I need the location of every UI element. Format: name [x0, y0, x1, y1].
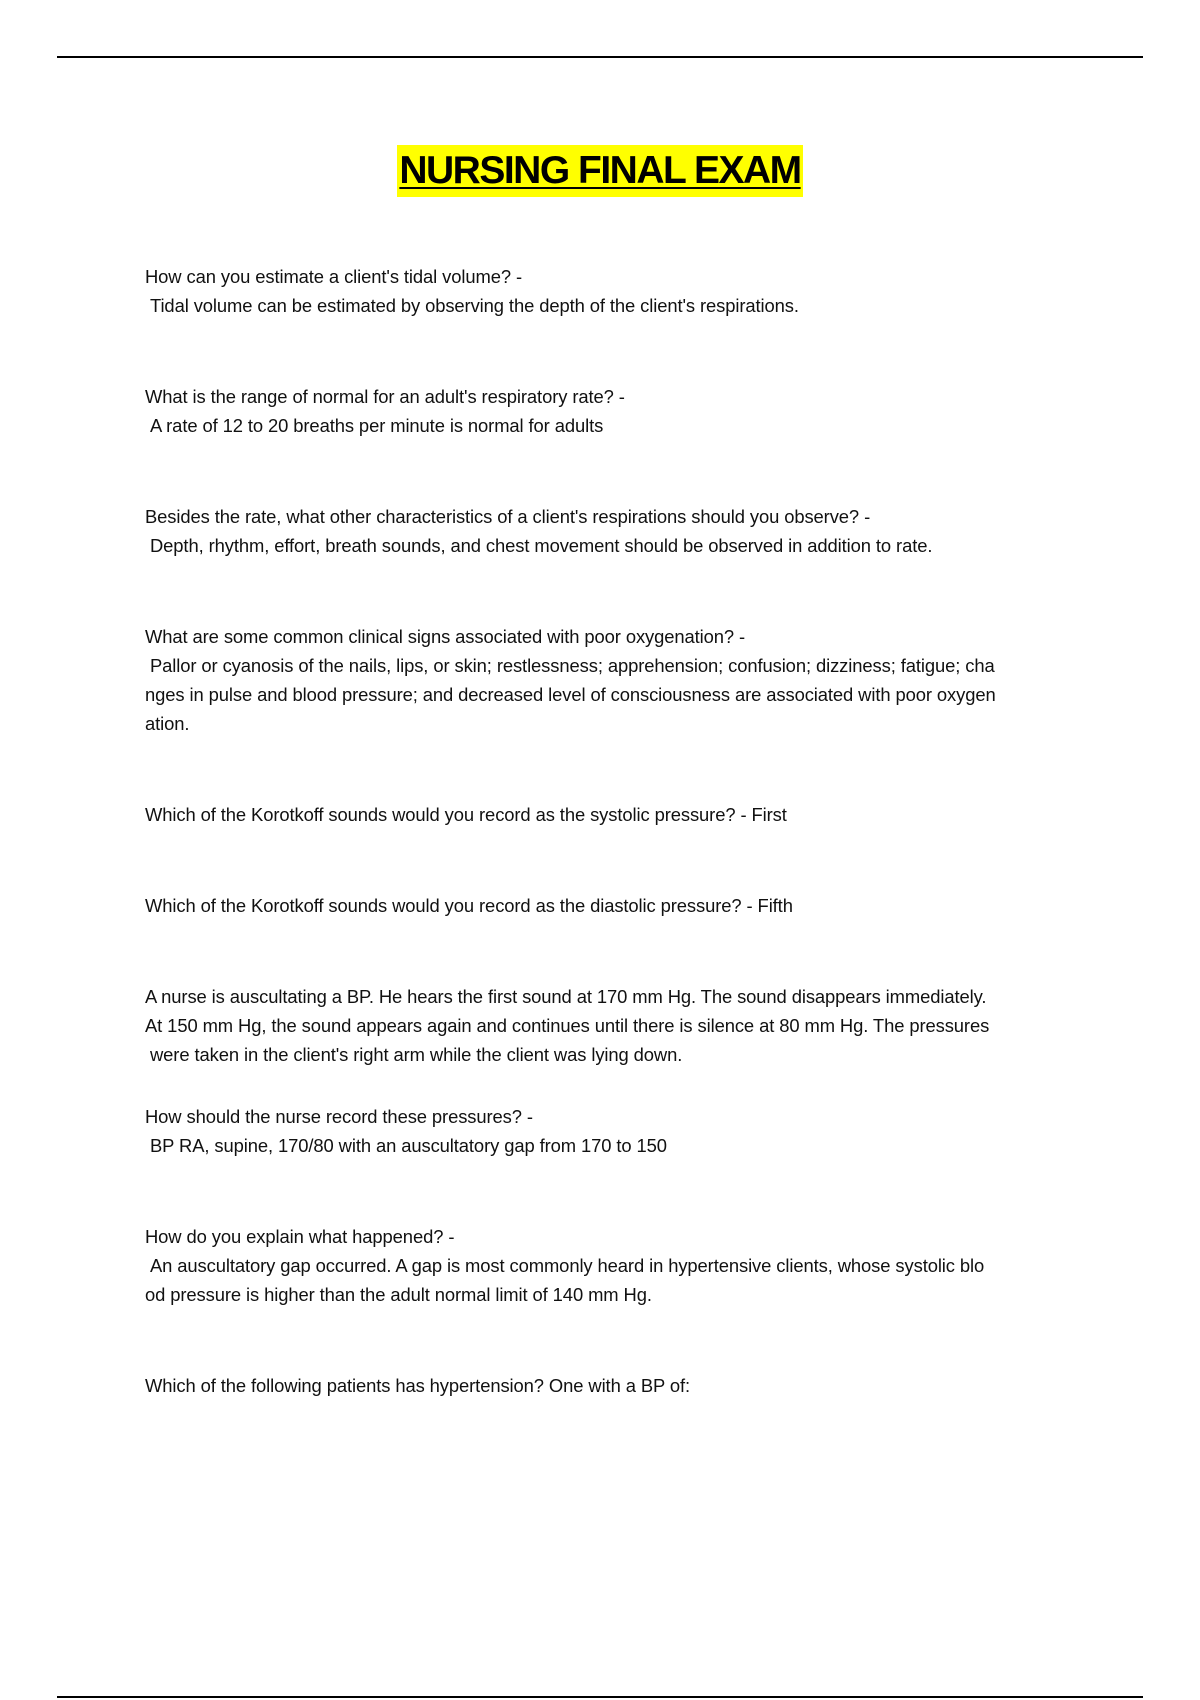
title-container	[0, 145, 1200, 197]
qa-item-poor-oxygenation	[145, 622, 1095, 738]
scenario-bp-auscultation	[145, 982, 1095, 1069]
answer-text: Tidal volume can be estimated by observing the depth of the client's respirations.	[150, 295, 799, 316]
answer-line: ation.	[145, 713, 190, 734]
answer-line: nges in pulse and blood pressure; and decreased level of consciousness are associated with poor oxygen	[145, 684, 996, 705]
scenario-line: At 150 mm Hg, the sound appears again and continues until there is silence at 80 mm Hg. The pressures	[145, 1015, 990, 1036]
question-text: What are some common clinical signs associated with poor oxygenation? -	[145, 626, 746, 647]
document-title: NURSING FINAL EXAM	[397, 145, 802, 197]
question-text: Besides the rate, what other characteristics of a client's respirations should you observe? -	[145, 506, 871, 527]
question-text: Which of the following patients has hypertension? One with a BP of:	[145, 1375, 691, 1396]
qa-item-respiration-characteristics	[145, 502, 1095, 560]
question-text: What is the range of normal for an adult's respiratory rate? -	[145, 386, 625, 407]
answer-text: A rate of 12 to 20 breaths per minute is normal for adults	[150, 415, 604, 436]
question-text: Which of the Korotkoff sounds would you record as the systolic pressure? - First	[145, 804, 787, 825]
question-text: How do you explain what happened? -	[145, 1226, 455, 1247]
document-body	[145, 262, 1095, 1462]
qa-item-record-pressures	[145, 1102, 1095, 1160]
qa-item-tidal-volume	[145, 262, 1095, 320]
scenario-line: A nurse is auscultating a BP. He hears the first sound at 170 mm Hg. The sound disappears immediately.	[145, 986, 987, 1007]
qa-item-diastolic	[145, 891, 1095, 920]
answer-text: BP RA, supine, 170/80 with an auscultatory gap from 170 to 150	[150, 1135, 667, 1156]
answer-line: Pallor or cyanosis of the nails, lips, or skin; restlessness; apprehension; confusion; dizziness; fatigue; cha	[150, 655, 995, 676]
qa-item-respiratory-rate	[145, 382, 1095, 440]
answer-text: Depth, rhythm, effort, breath sounds, and chest movement should be observed in addition to rate.	[150, 535, 933, 556]
scenario-line: were taken in the client's right arm while the client was lying down.	[150, 1044, 683, 1065]
top-rule	[57, 56, 1143, 58]
qa-item-systolic	[145, 800, 1095, 829]
question-text: How should the nurse record these pressures? -	[145, 1106, 533, 1127]
qa-item-explain-gap	[145, 1222, 1095, 1309]
question-text: How can you estimate a client's tidal volume? -	[145, 266, 523, 287]
answer-line: An auscultatory gap occurred. A gap is most commonly heard in hypertensive clients, whose systolic blo	[150, 1255, 985, 1276]
bottom-rule	[57, 1696, 1143, 1698]
answer-line: od pressure is higher than the adult normal limit of 140 mm Hg.	[145, 1284, 652, 1305]
question-text: Which of the Korotkoff sounds would you record as the diastolic pressure? - Fifth	[145, 895, 793, 916]
qa-item-hypertension	[145, 1371, 1095, 1400]
